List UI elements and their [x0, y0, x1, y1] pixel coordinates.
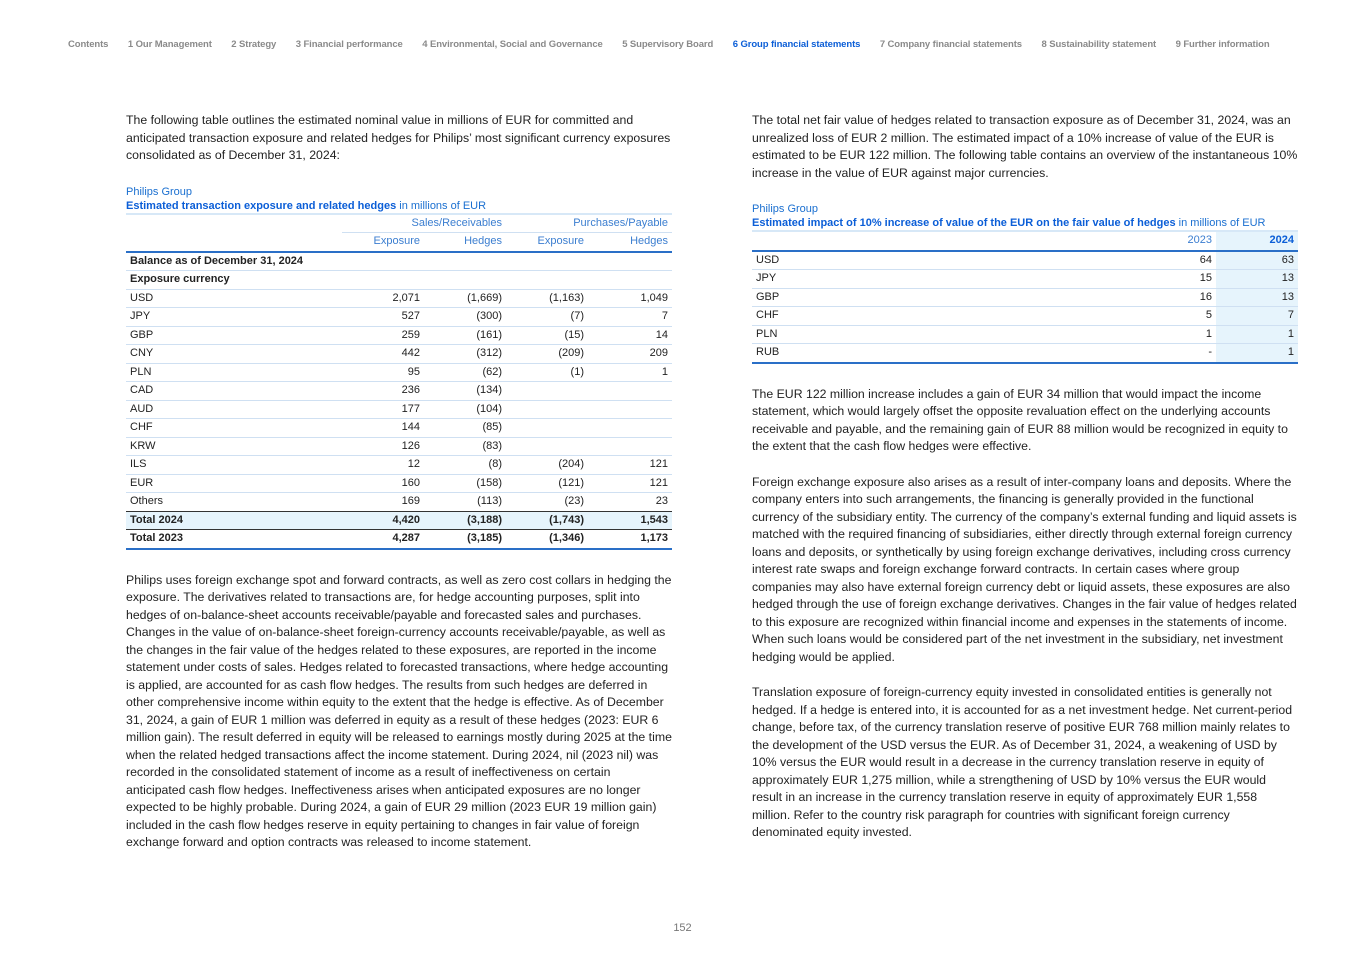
table-row: PLN 1 1	[752, 325, 1298, 344]
nav-sustainability-statement[interactable]: 8 Sustainability statement	[1041, 39, 1157, 50]
table-column-header-row	[752, 231, 1298, 251]
right-column	[752, 112, 1298, 860]
table-unit: in millions of EUR	[1175, 217, 1266, 229]
table-row: CAD 236 (134)	[126, 382, 672, 401]
eur-increase-paragraph: The EUR 122 million increase includes a gain of EUR 34 million that would impact the income statement, which would largely offset the opposite revaluation effect on the underlying accounts receivable and payable, and the remaining gain of EUR 88 million would be recognized in equity to the extent that the cash flow hedges were effective.	[752, 386, 1288, 453]
header-purchases-payable: Purchases/Payable	[506, 214, 672, 233]
table-row: Others 169 (113) (23) 23	[130, 495, 668, 507]
table-row: USD 64 63	[752, 251, 1298, 270]
table-title	[126, 199, 672, 213]
header-hedges: Hedges	[424, 233, 506, 252]
nav-further-information[interactable]: 9 Further information	[1175, 39, 1270, 50]
section-row: Balance as of December 31, 2024	[126, 252, 672, 271]
table-span-header-row	[126, 214, 672, 233]
header-exposure: Exposure	[506, 233, 588, 252]
table-group-label: Philips Group	[752, 203, 819, 215]
top-navigation	[68, 39, 1289, 50]
table-title-bold: Estimated impact of 10% increase of value of the EUR on the fair value of hedges	[752, 217, 1176, 229]
nav-contents[interactable]: Contents	[68, 39, 109, 50]
table-column-header-row	[126, 233, 672, 252]
table-title	[752, 216, 1298, 230]
table-row: USD 2,071 (1,669) (1,163) 1,049	[126, 289, 672, 308]
table-row: GBP 16 13	[752, 288, 1298, 307]
table-group-label: Philips Group	[126, 185, 193, 198]
header-hedges: Hedges	[588, 233, 672, 252]
nav-company-financial-statements[interactable]: 7 Company financial statements	[879, 39, 1022, 50]
header-2023: 2023	[1136, 231, 1216, 251]
translation-exposure-paragraph: Translation exposure of foreign-currency equity invested in consolidated entities is generally not hedged. If a hedge is entered into, it is accounted for as a net investment hedge. Net current-period change, before tax, of the currency translation reserve of positive EUR 768 million mainly relates to the development of the USD versus the EUR. As of December 31, 2024, a weakening of USD by 10% versus the EUR would result in a decrease in the currency translation reserve in equity of approximately EUR 1,275 million, while a strengthening of USD by 10% versus the EUR would result in an increase in the currency translation reserve in equity of approximately EUR 1,558 million. Refer to the country risk paragraph for countries with significant foreign currency denominated equity invested.	[752, 685, 1293, 839]
header-2024: 2024	[1216, 231, 1298, 251]
transaction-exposure-table-block	[126, 185, 672, 550]
table-row: JPY 15 13	[752, 270, 1298, 289]
table-row: ILS 12 (8) (204) 121	[126, 456, 672, 475]
subsection-row: Exposure currency	[126, 271, 672, 290]
table-row: EUR 160 (158) (121) 121	[126, 474, 672, 493]
impact-table-block	[752, 202, 1298, 364]
eur-impact-table	[752, 230, 1298, 364]
nav-group-financial-statements[interactable]: 6 Group financial statements	[732, 39, 861, 50]
table-row: JPY 527 (300) (7) 7	[126, 308, 672, 327]
intro-paragraph: The following table outlines the estimated nominal value in millions of EUR for committed and anticipated transaction exposure and related hedges for Philips’ most significant currency exposures consolidated as of December 31, 2024:	[126, 113, 671, 162]
table-unit: in millions of EUR	[396, 199, 487, 212]
fx-exposure-paragraph: Foreign exchange exposure also arises as a result of inter-company loans and deposits. Where the company enters into such arrangements, the financing is generally provided in the functional currency of the subsidiary entity. The currency of the company’s external funding and liquid assets is matched with the required financing of subsidiaries, either directly through external foreign currency loans and deposits, or synthetically by using foreign exchange derivatives, including cross currency interest rate swaps and foreign exchange forward contracts. In certain cases where group companies may also have external foreign currency debt or liquid assets, these exposures are also hedged through the use of foreign exchange derivatives. Changes in the fair value of hedges related to this exposure are recognized within financial income and expenses in the statements of income. When such loans would be considered part of the net investment in the subsidiary, net investment hedging would be applied.	[752, 474, 1297, 664]
left-column	[126, 112, 672, 870]
hedging-paragraph: Philips uses foreign exchange spot and forward contracts, as well as zero cost collars in hedging the exposure. The derivatives related to transactions are, for hedge accounting purposes, split into hedges of on-balance-sheet accounts receivable/payable and forecasted sales and purchases. Changes in the value of on-balance-sheet foreign-currency accounts receivable/payable, as well as the changes in the fair value of the hedges related to these exposures, are reported in the income statement under costs of sales. Hedges related to forecasted transactions, where hedge accounting is applied, are accounted for as cash flow hedges. The results from such hedges are deferred in other comprehensive income within equity to the extent that the hedge is effective. As of December 31, 2024, a gain of EUR 1 million was deferred in equity as a result of these hedges (2023: EUR 6 million gain). The result deferred in equity will be released to earnings mostly during 2025 at the time when the related hedged transactions affect the income statement. During 2024, nil (2023 nil) was recorded in the consolidated statement of income as a result of ineffectiveness on certain anticipated cash flow hedges. Ineffectiveness arises when anticipated exposures are no longer expected to be highly probable. During 2024, a gain of EUR 29 million (2023 EUR 19 million gain) included in the cash flow hedges reserve in equity pertaining to changes in fair value of foreign exchange forward and option contracts was released to income statement.	[126, 572, 672, 849]
header-exposure: Exposure	[342, 233, 424, 252]
fair-value-paragraph: The total net fair value of hedges related to transaction exposure as of December 31, 2024, was an unrealized loss of EUR 2 million. The estimated impact of a 10% increase of value of the EUR is estimated to be EUR 122 million. The following table contains an overview of the instantaneous 10% increase in the value of EUR against major currencies.	[752, 113, 1298, 180]
table-row: GBP 259 (161) (15) 14	[126, 326, 672, 345]
table-row: RUB - 1	[752, 344, 1298, 363]
total-2023-row: Total 2023 4,287 (3,185) (1,346) 1,173	[126, 530, 672, 549]
header-sales-receivables: Sales/Receivables	[342, 214, 506, 233]
table-row: CHF 144 (85)	[126, 419, 672, 438]
nav-financial-performance[interactable]: 3 Financial performance	[295, 39, 403, 50]
table-row: CHF 5 7	[752, 307, 1298, 326]
table-row: KRW 126 (83)	[126, 437, 672, 456]
nav-strategy[interactable]: 2 Strategy	[231, 39, 277, 50]
nav-supervisory-board[interactable]: 5 Supervisory Board	[622, 39, 714, 50]
total-2024-row: Total 2024 4,420 (3,188) (1,743) 1,543	[126, 511, 672, 530]
nav-our-management[interactable]: 1 Our Management	[127, 39, 212, 50]
transaction-exposure-table	[126, 213, 672, 550]
table-row: AUD 177 (104)	[126, 400, 672, 419]
table-row: PLN 95 (62) (1) 1	[126, 363, 672, 382]
nav-esg[interactable]: 4 Environmental, Social and Governance	[422, 39, 603, 50]
page-number: 152	[673, 922, 692, 934]
table-title-bold: Estimated transaction exposure and related hedges	[126, 199, 397, 212]
table-row: CNY 442 (312) (209) 209	[126, 345, 672, 364]
